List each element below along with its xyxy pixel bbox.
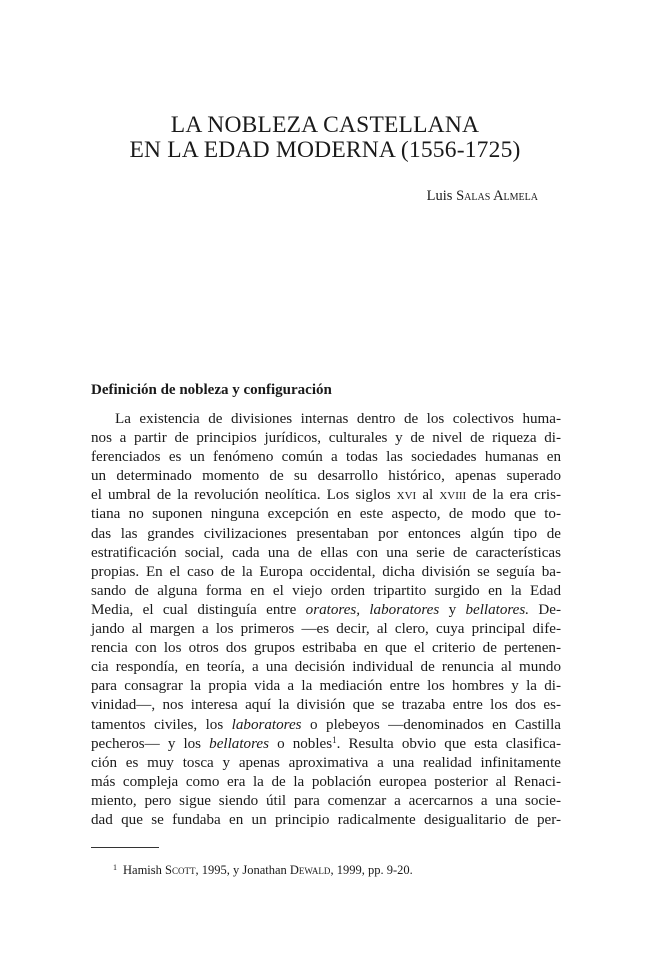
- cited-author: Scott: [165, 863, 196, 877]
- section-heading: Definición de nobleza y configuración: [91, 382, 332, 398]
- text-run: De-: [538, 601, 562, 618]
- author-first-name: Luis: [426, 188, 453, 204]
- text-line: jando al margen a los primeros —es decir, al clero, cuya principal dife-: [91, 621, 561, 638]
- century-numeral: xvi: [396, 487, 417, 504]
- body-paragraph: [91, 410, 561, 830]
- text-run: Media, el cual distinguía entre: [91, 601, 297, 618]
- text-run: de la era cris-: [472, 487, 561, 504]
- footnote: [113, 863, 413, 878]
- text-run: o nobles: [277, 735, 333, 752]
- text-line: para consagrar la propia vida a la mediación entre los hombres y la di-: [91, 678, 561, 695]
- text-line: más compleja como era la de la población europea posterior al Renaci-: [91, 773, 561, 790]
- text-line: nos a partir de principios jurídicos, culturales y de nivel de riqueza di-: [91, 430, 561, 447]
- text-run: y: [448, 601, 457, 618]
- italic-term: bellatores.: [465, 601, 530, 618]
- text-line: rencia con los otros dos grupos estribaba en que el criterio de pertenen-: [91, 640, 561, 657]
- text-line: vinidad—, nos interesa aquí la división que se trazaba entre los dos es-: [91, 697, 561, 714]
- text-run: , 1995, y Jonathan: [195, 863, 287, 877]
- chapter-title-line-2: EN LA EDAD MODERNA (1556-1725): [129, 137, 521, 163]
- italic-term: bellatores: [209, 735, 269, 752]
- chapter-title-line-1: LA NOBLEZA CASTELLANA: [170, 112, 480, 138]
- text-line: ferenciados es un fenómeno común a todas las sociedades humanas en: [91, 449, 561, 466]
- text-run: pecheros— y los: [91, 735, 202, 752]
- text-line: cia respondía, en teoría, a una decisión individual de renuncia al mundo: [91, 659, 561, 676]
- italic-term: oratores, laboratores: [305, 601, 440, 618]
- century-numeral: xviii: [439, 487, 467, 504]
- italic-term: laboratores: [231, 716, 302, 733]
- text-line: [91, 735, 561, 754]
- text-line: estratificación social, cada una de ellas con una serie de características: [91, 544, 561, 561]
- text-run: Hamish: [123, 863, 162, 877]
- text-line: [91, 486, 561, 505]
- cited-author: Dewald: [289, 863, 331, 877]
- text-run: o plebeyos —denominados en Castilla: [310, 716, 561, 733]
- text-line: [91, 716, 561, 735]
- text-line: das las grandes civilizaciones presentaban por entonces algún tipo de: [91, 525, 561, 542]
- text-run: al: [422, 487, 434, 504]
- text-run: , 1999, pp. 9-20.: [330, 863, 413, 877]
- text-line: dad que se fundaba en un principio radicalmente desigualitario de per-: [91, 811, 561, 828]
- text-line: ción es muy tosca y apenas aproximativa a una realidad infinitamente: [91, 754, 561, 771]
- author-name: [427, 188, 538, 205]
- footnote-reference: 1: [332, 734, 337, 745]
- chapter-title: [60, 113, 590, 163]
- text-line: tiana no suponen ninguna excepción en este aspecto, de modo que to-: [91, 506, 561, 523]
- text-line: sando de alguna forma en el viejo orden tripartito surgido en la Edad: [91, 582, 561, 599]
- footnote-divider: [91, 847, 159, 848]
- footnote-number: 1: [113, 863, 117, 872]
- text-line: [91, 601, 561, 620]
- text-line: La existencia de divisiones internas dentro de los colectivos huma-: [115, 411, 561, 427]
- text-run: . Resulta obvio que esta clasifica-: [336, 735, 562, 752]
- text-run: tamentos civiles, los: [91, 716, 224, 733]
- author-last-name: Salas Almela: [456, 188, 538, 204]
- text-line: un determinado momento de su desarrollo histórico, apenas superado: [91, 468, 561, 485]
- text-line: propias. En el caso de la Europa occidental, dicha división se seguía ba-: [91, 563, 561, 580]
- text-line: miento, pero sigue siendo útil para comenzar a acercarnos a una socie-: [91, 792, 561, 809]
- text-run: el umbral de la revolución neolítica. Los siglos: [91, 487, 391, 504]
